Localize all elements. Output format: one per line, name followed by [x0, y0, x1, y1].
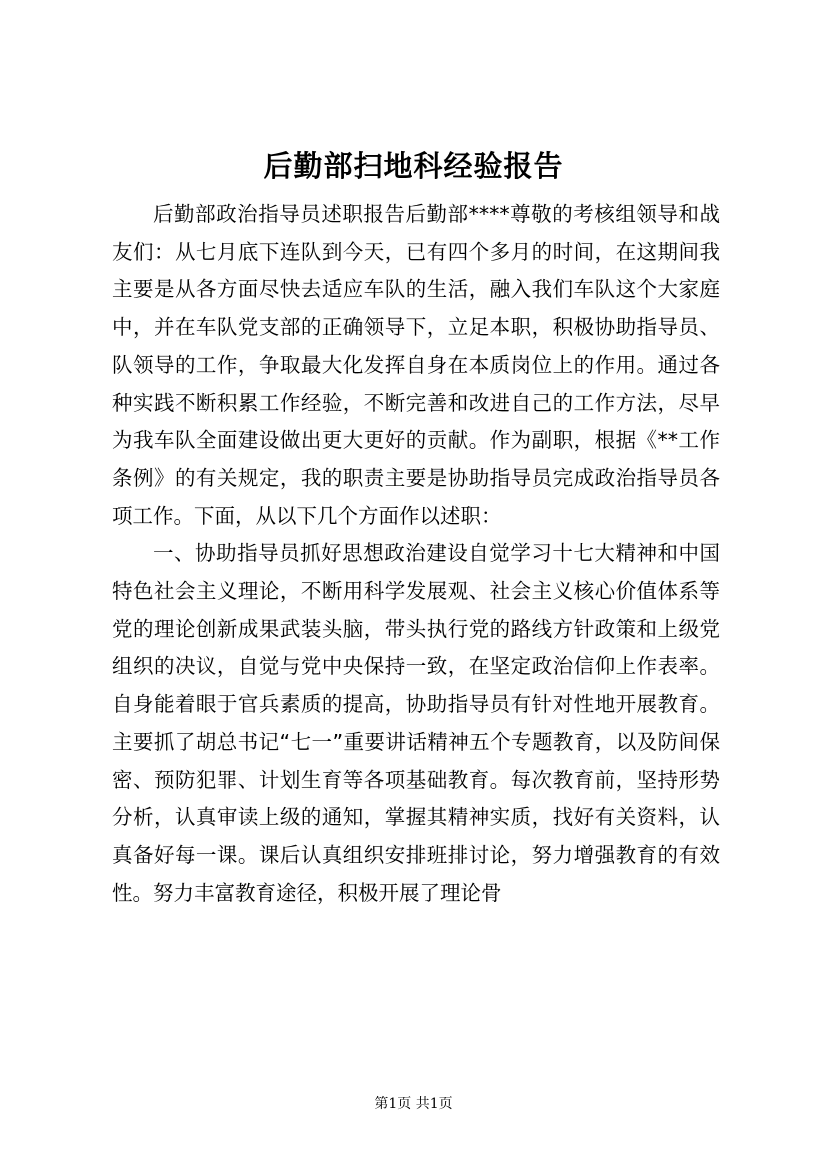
paragraph: 后勤部政治指导员述职报告后勤部****尊敬的考核组领导和战友们：从七月底下连队到今天，已有四个多月的时间，在这期间我主要是从各方面尽快去适应车队的生活，融入我们车队这个大家庭中，并在车队党支部的正确领导下，立足本职，积极协助指导员、队领导的工作，争取最大化发挥自身在本质岗位上的作用。通过各种实践不断积累工作经验，不断完善和改进自己的工作方法，尽早为我车队全面建设做出更大更好的贡献。作为副职，根据《**工作条例》的有关规定，我的职责主要是协助指导员完成政治指导员各项工作。下面，从以下几个方面作以述职： — [112, 202, 720, 528]
paragraph: 一、协助指导员抓好思想政治建设自觉学习十七大精神和中国特色社会主义理论，不断用科学发展观、社会主义核心价值体系等党的理论创新成果武装头脑，带头执行党的路线方针政策和上级党组织的决议，自觉与党中央保持一致，在坚定政治信仰上作表率。自身能着眼于官兵素质的提高，协助指导员有针对性地开展教育。主要抓了胡总书记“七一”重要讲话精神五个专题教育，以及防间保密、预防犯罪、计划生育等各项基础教育。每次教育前，坚持形势分析，认真审读上级的通知，掌握其精神实质，找好有关资料，认真备好每一课。课后认真组织安排班排讨论，努力增强教育的有效性。努力丰富教育途径，积极开展了理论骨 — [112, 541, 720, 905]
document-title: 后勤部扫地科经验报告 — [263, 149, 564, 183]
page-footer: 第1页 共1页 — [374, 1096, 453, 1112]
document-body — [112, 196, 720, 912]
